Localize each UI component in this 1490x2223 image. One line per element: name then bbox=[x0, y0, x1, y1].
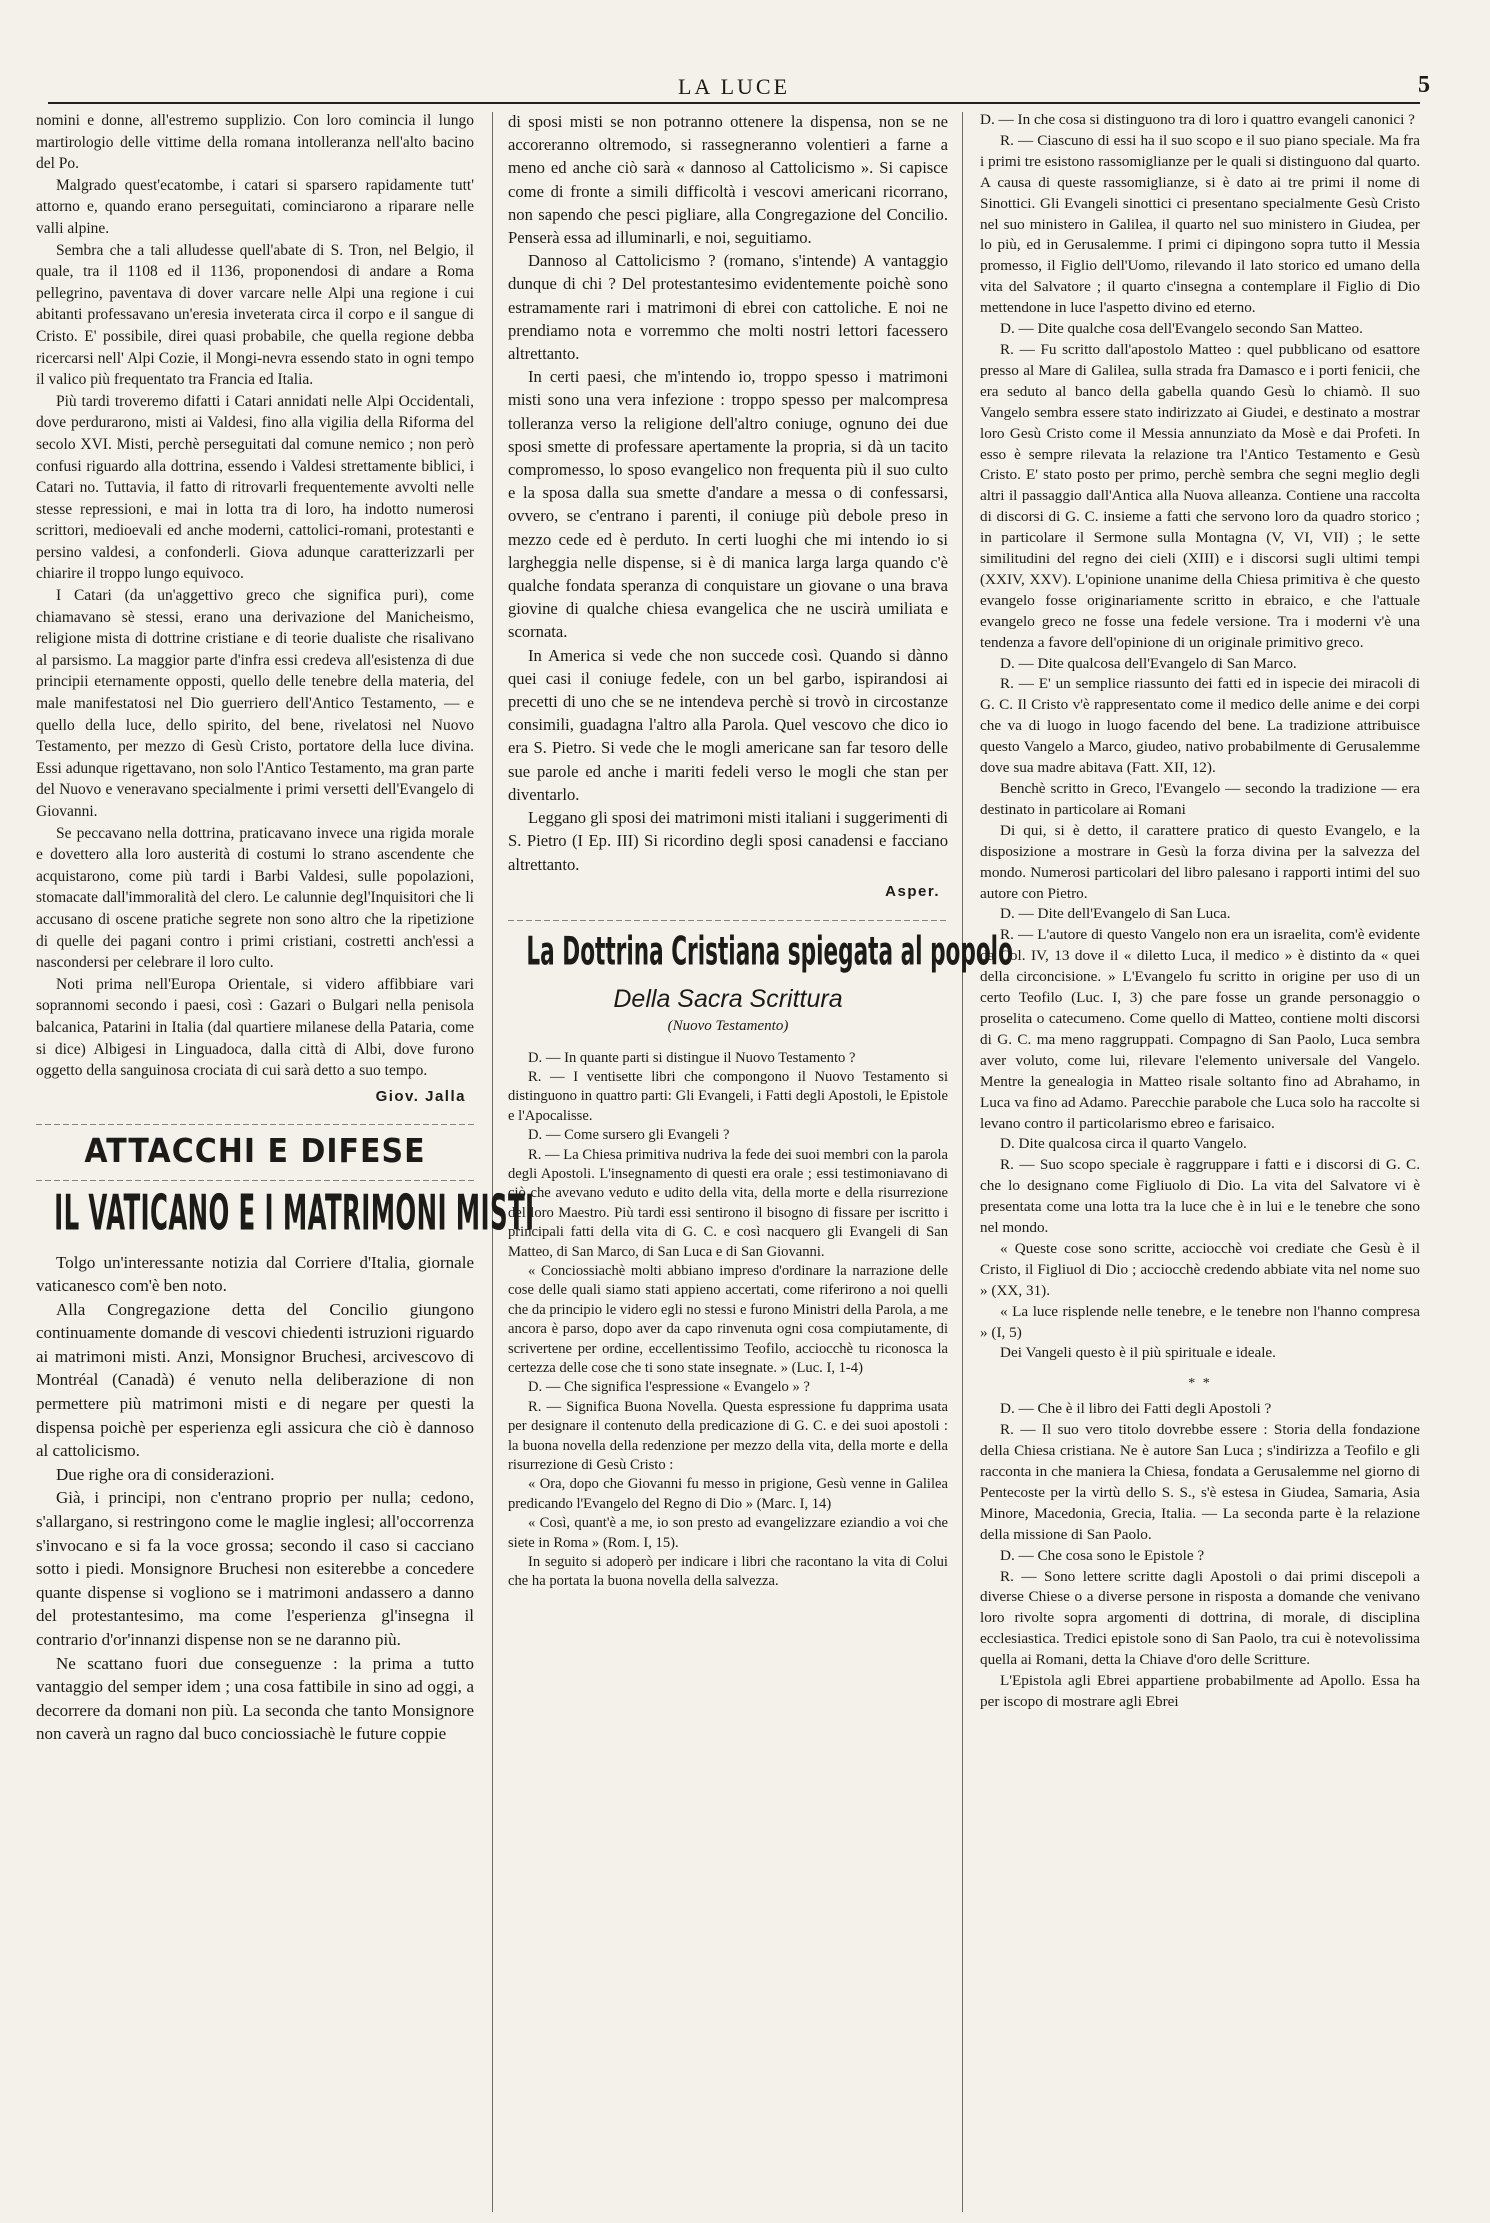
catechism-paragraph: « Ora, dopo che Giovanni fu messo in prigione, Gesù venne in Galilea predicando l'Evangelo del Regno di Dio » (Marc. I, 14) bbox=[508, 1476, 948, 1512]
section-separator: * * bbox=[1188, 1376, 1212, 1392]
column-divider-2 bbox=[962, 112, 963, 2212]
article-heading: La Dottrina Cristiana spiegata al popolo bbox=[526, 929, 1013, 975]
section-divider bbox=[36, 1175, 474, 1185]
column-2 bbox=[508, 110, 1013, 2215]
catechism-paragraph: « La luce risplende nelle tenebre, e le tenebre non l'hanno compresa » (I, 5) bbox=[980, 1302, 1420, 1341]
catechism-paragraph: L'Epistola agli Ebrei appartiene probabilmente ad Apollo. Essa ha per iscopo di mostrare agli Ebrei bbox=[980, 1672, 1420, 1710]
article-paragraph: Più tardi troveremo difatti i Catari annidati nelle Alpi Occidentali, dove perdurarono, misti ai Valdesi, fino alla vigilia della Riforma del secolo XVI. Misti, perchè perseguitati dal comune nemico ; non però confusi riguardo alla dottrina, essendo i Valdesi strettamente biblici, i Catari no. Tuttavia, il fatto di ritrovarli frequentemente avvolti nelle stesse repressioni, e mai in lotta tra di loro, ha indotto numerosi scrittori, medioevali ed anche moderni, cattolici-romani, protestanti e persino valdesi, a confonderli. Giova adunque caratterizzarli per chiarire il troppo lungo equivoco. bbox=[36, 392, 474, 583]
catechism-paragraph: « Così, quant'è a me, io son presto ad evangelizzare eziandio a voi che siete in Roma » (Rom. I, 15). bbox=[508, 1515, 948, 1551]
article-paragraph: Se peccavano nella dottrina, praticavano invece una rigida morale e dovettero alla loro austerità di costumi lo strano ascendente che acquistarono, come più tardi i Barbi Valdesi, sulle popolazioni, stomacate dall'immoralità del clero. Le calunnie degl'Inquisitori che li accusano di oscene pratiche segrete non sono altro che la ripetizione di quelle dei pagani contro i primi cristiani, costretti anch'essi a nascondersi per celebrare il loro culto. bbox=[36, 824, 474, 972]
article-subheading-note: (Nuovo Testamento) bbox=[667, 1018, 789, 1035]
catechism-paragraph: In seguito si adoperò per indicare i libri che racontano la vita di Colui che ha portata la buona novella della salvezza. bbox=[508, 1554, 948, 1590]
catechism-paragraph: D. — Che significa l'espressione « Evangelo » ? bbox=[528, 1379, 810, 1396]
catechism-paragraph: « Conciossiachè molti abbiano impreso d'ordinare la narrazione delle cose delle quali siamo stati appieno accertati, come riferirono a noi quelli che da principio le videro egli no stessi e furono Ministri della Parola, a me ancora è parso, dopo aver da capo rinvenuta ogni cosa compiutamente, di scrivertene per ordine, eccellentissimo Teofilo, acciocchè tu riconosca la certezza delle cose che ti sono state insegnate. » (Luc. I, 1-4) bbox=[508, 1262, 948, 1377]
catechism-paragraph: D. — Che è il libro dei Fatti degli Apostoli ? bbox=[1000, 1400, 1272, 1418]
catechism-paragraph: R. — Ciascuno di essi ha il suo scopo e il suo piano speciale. Ma fra i primi tre esistono rassomiglianze per le quali si distinguono dal quarto. A causa di queste rassomiglianze, si è dato ai tre primi il nome di Sinottici. Gli Evangeli sinottici ci presentano specialmente Gesù Cristo nel suo ministero in Galilea, il quarto nel suo ministero in Giudea, per lo più, ed in Gerusalemme. I primi ci dipingono sopra tutto il Messia promesso, il Figlio dell'Uomo, rilevando il lato storico ed umano della vita del Salvatore ; il quarto c'insegna a contemplare il Figlio di Dio mettendone in luce l'aspetto divino ed eterno. bbox=[980, 131, 1420, 317]
article-paragraph: Sembra che a tali alludesse quell'abate di S. Tron, nel Belgio, il quale, tra il 1108 ed il 1136, proponendosi di andare a Roma pellegrino, paventava di dover varcare nelle Alpi una regione i cui abitanti professavano un'eresia inveterata circa il corpo e il sangue di Cristo. E' possibile, direi quasi probabile, che quella regione debba ricercarsi nell' Alpi Cozie, il Mongi-nevra essendo stato in ogni tempo il valico più frequentato tra Francia ed Italia. bbox=[36, 241, 474, 389]
article-paragraph: Tolgo un'interessante notizia dal Corriere d'Italia, giornale vaticanesco com'è ben noto. bbox=[36, 1252, 474, 1296]
newspaper-title: LA LUCE bbox=[677, 74, 791, 99]
article-subheading: Della Sacra Scrittura bbox=[613, 985, 843, 1014]
article-heading: IL VATICANO E I MATRIMONI MISTI bbox=[54, 1184, 535, 1243]
catechism-paragraph: D. — Che cosa sono le Epistole ? bbox=[1000, 1546, 1205, 1564]
catechism-paragraph: R. — Fu scritto dall'apostolo Matteo : quel pubblicano od esattore presso al Mare di Galilea, sulla strada fra Damasco e i porti fenicii, che era seduto al banco della gabella quando Gesù lo chiamò. Il suo Vangelo sembra essere stato indirizzato ai Giudei, e destinato a mostrar loro Gesù Cristo come il Messia annunziato da Mosè e dai Profeti. In esso è sempre rilevata la relazione tra l'Antico Testamento e Gesù Cristo. E' stato posto per primo, perchè sembra che segni meglio degli altri il passaggio dall'Antica alla Nuova alleanza. Contiene una raccolta di discorsi di G. C. insieme a fatti che servono loro da quadro storico ; in particolare il Sermone sulla Montagna (V, VI, VII) ; le sette similitudini del regno dei cieli (XIII) e i discorsi sugli ultimi tempi (XXIV, XXV). L'opinione unanime della Chiesa primitiva è che questo evangelo fosse originariamente scritto in ebraico, e che l'attuale evangelo greco ne fosse una fedele versione. Tra i moderni v'è una tendenza a favore dell'opinione di un originale primitivo greco. bbox=[980, 340, 1420, 651]
section-divider bbox=[36, 1119, 474, 1129]
article-paragraph: Malgrado quest'ecatombe, i catari si sparsero rapidamente tutt' attorno e, quando erano perseguitati, cominciarono a riparare nelle valli alpine. bbox=[36, 176, 474, 237]
catechism-paragraph: R. — L'autore di questo Vangelo non era un israelita, com'è evidente da Col. IV, 13 dove il « diletto Luca, il medico » è distinto da « quei della circoncisione. » L'Evangelo fu scritto in origine per uso di un certo Teofilo (Luc. I, 3) che pare fosse un grande personaggio o proselita o catecumeno. Come quello di Matteo, contiene molti discorsi di G. C. ma meno raggruppati. Compagno di San Paolo, Luca sembra aver voluto, come lui, rilevare l'elemento universale del Vangelo. Mentre la genealogia in Matteo risale soltanto fino ad Abrahamo, in Luca va fino ad Adamo. Parecchie parabole che Luca solo ha raccolte si levano contro il particolarismo ebreo e farisaico. bbox=[980, 926, 1420, 1132]
author-signature: Giov. Jalla bbox=[375, 1087, 466, 1105]
catechism-paragraph: D. — Dite qualcosa dell'Evangelo di San Marco. bbox=[1000, 654, 1297, 672]
article-paragraph: In certi paesi, che m'intendo io, troppo spesso i matrimoni misti sono una vera infezione : troppo spesso per malcompresa tolleranza verso la religione dell'altro coniuge, ognuno dei due sposi smette di professare apertamente la propria, si dà un tacito compromesso, lo sposo evangelico non frequenta più il suo culto e la sposa dalla sua smette d'andare a messa o di confessarsi, ovvero, se c'entrano i parenti, il coniuge più debole preso in mezzo cede ed è perduto. In certi luoghi che mi intendo io si largheggia nelle dispense, si è di manica larga larga quando c'è qualche fondata speranza di conquistare un giovane o una brava giovine di qualche chiesa evangelica che ne uscirà umiliata e scornata. bbox=[508, 367, 948, 642]
article-body bbox=[36, 1251, 474, 1746]
catechism-paragraph: R. — E' un semplice riassunto dei fatti ed in ispecie dei miracoli di G. C. Il Cristo v'è rappresentato come il medico delle anime e dei corpi che va di luogo in luogo facendo del bene. La tradizione attribuisce questo Vangelo a Marco, giudeo, nativo probabilmente di Gerusalemme dove sua madre abitava (Fatt. XII, 12). bbox=[980, 675, 1420, 777]
page-number: 5 bbox=[1418, 72, 1430, 98]
catechism-paragraph: D. — Dite dell'Evangelo di San Luca. bbox=[1000, 905, 1231, 923]
article-paragraph: Due righe ora di considerazioni. bbox=[56, 1464, 275, 1484]
catechism-paragraph: Dei Vangeli questo è il più spirituale e ideale. bbox=[1000, 1344, 1276, 1362]
catechism-paragraph: Di qui, si è detto, il carattere pratico di questo Evangelo, e la disposizione a mostrare in Gesù la forza divina per la salvezza del mondo. Numerosi particolari del libro palesano i rapporti intimi del suo autore con Pietro. bbox=[980, 821, 1420, 902]
catechism-paragraph: D. — Dite qualche cosa dell'Evangelo secondo San Matteo. bbox=[1000, 320, 1363, 338]
catechism-paragraph: R. — Suo scopo speciale è raggruppare i fatti e i discorsi di G. C. che lo designano come Figliuolo di Dio. La vita del Salvatore vi è presentata come una lotta tra la luce che è in lui e le tenebre che sono nel mondo. bbox=[980, 1156, 1420, 1237]
article-paragraph: di sposi misti se non potranno ottenere la dispensa, non se ne accoreranno oltremodo, si rassegneranno volentieri a farne a meno ed anche ciò sarà « dannoso al Cattolicismo ». Si capisce come di fronte a simili difficoltà i vescovi americani ricorrano, non sapendo che pesci pigliare, alla Congregazione del Concilio. Penserà essa ad illuminarli, e noi, seguitiamo. bbox=[508, 112, 948, 248]
catechism-paragraph: R. — Il suo vero titolo dovrebbe essere : Storia della fondazione della Chiesa cristiana. Ne è autore San Luca ; s'indirizza a Teofilo e gli racconta in che maniera la Chiesa, fondata a Gerusalemme nel giorno di Pentecoste per la virtù dello S. S., s'è estesa in Giudea, Samaria, Asia Minore, Macedonia, Grecia, Italia. — La seconda parte è la relazione della missione di San Paolo. bbox=[980, 1421, 1420, 1543]
catechism-paragraph: D. Dite qualcosa circa il quarto Vangelo. bbox=[1000, 1135, 1247, 1153]
column-3 bbox=[980, 110, 1420, 2215]
masthead bbox=[48, 70, 1430, 104]
column-1 bbox=[36, 110, 535, 2215]
section-heading: ATTACCHI E DIFESE bbox=[84, 1132, 426, 1172]
article-paragraph: I Catari (da un'aggettivo greco che significa puri), come chiamavano sè stessi, erano una derivazione del Manicheismo, religione mista di dottrine cristiane e di teorie dualiste che risalivano al parsismo. La maggior parte d'infra essi credeva all'esistenza di due principii eternamente opposti, quello delle tenebre della materia, del male manifestatosi nel Dio guerriero dell'Antico Testamento, — e quello della luce, dello spirito, del bene, rivelatosi nel Nuovo Testamento, per mezzo di Gesù Cristo, portatore della luce divina. Essi adunque rigettavano, non solo l'Antico Testamento, ma gran parte del Nuovo e veneravano specialmente i primi versetti dell'Evangelo di Giovanni. bbox=[36, 587, 474, 820]
header-rule bbox=[48, 102, 1420, 104]
catechism-paragraph: D. — Come sursero gli Evangeli ? bbox=[528, 1127, 730, 1144]
article-paragraph: Alla Congregazione detta del Concilio giungono continuamente domande di vescovi chiedenti istruzioni riguardo ai matrimoni misti. Anzi, Monsignor Bruchesi, arcivescovo di Montréal (Canadà) é venuto nella deliberazione di non permettere più matrimoni misti e di negare per questi la dispensa poichè per esperienza egli assicura che ciò è dannoso al cattolicismo. bbox=[36, 1299, 474, 1461]
catechism-paragraph: R. — La Chiesa primitiva nudriva la fede dei suoi membri con la parola degli Apostoli. L'insegnamento di questi era orale ; essi testimoniavano di ciò che avevano veduto e udito della vita, della morte e della risurrezione del loro Maestro. Più tardi essi sentirono il bisogno di fissare per iscritto i principali fatti della vita di G. C. e così nacquero gli Evangeli di San Matteo, di San Marco, di San Luca e di San Giovanni. bbox=[508, 1146, 948, 1260]
author-signature: Asper. bbox=[885, 882, 940, 900]
catechism-paragraph: « Queste cose sono scritte, acciocchè voi crediate che Gesù è il Cristo, il Figliuol di Dio ; acciocchè credendo abbiate vita nel nome suo » (XX, 31). bbox=[980, 1239, 1420, 1299]
article-paragraph: Leggano gli sposi dei matrimoni misti italiani i suggerimenti di S. Pietro (I Ep. III) Si ricordino degli sposi canadensi e facciano altrettanto. bbox=[508, 808, 948, 874]
section-divider bbox=[508, 915, 948, 925]
catechism-paragraph: R. — I ventisette libri che compongono il Nuovo Testamento si distinguono in quattro parti: Gli Evangeli, i Fatti degli Apostoli, le Epistole e l'Apocalisse. bbox=[508, 1068, 948, 1124]
column-divider-1 bbox=[492, 112, 493, 2212]
article-paragraph: Noti prima nell'Europa Orientale, si videro affibbiare vari soprannomi secondo i paesi, così : Gazari o Bulgari nella penisola balcanica, Patarini in Italia (dal quartiere milanese della Pataria, come si dice) Albigesi in Linguadoca, dalla città di Albi, dove furono oggetto della sanguinosa crociata di cui sarà detto a suo tempo. bbox=[36, 975, 474, 1080]
catechism-paragraph: D. — In quante parti si distingue il Nuovo Testamento ? bbox=[528, 1049, 856, 1066]
catechism-body bbox=[508, 1049, 948, 1592]
article-paragraph: In America si vede che non succede così. Quando si dànno quei casi il coniuge fedele, con un bel garbo, ispirandosi ai precetti di uno che se ne intendeva perchè si trovò in circostanze consimili, guadagna l'altro alla Parola. Quel vescovo che dico io era S. Pietro. Si vede che le mogli americane san far tesoro delle sue parole ed anche i mariti fedeli verso le mogli che stan per diventarlo. bbox=[508, 645, 948, 804]
catechism-paragraph: R. — Significa Buona Novella. Questa espressione fu dapprima usata per designare il contenuto della predicazione di G. C. e dei suoi apostoli : la buona novella della redenzione per mezzo della vita, della morte e della risurrezione di Gesù Cristo : bbox=[508, 1398, 948, 1474]
catechism-paragraph: D. — In che cosa si distinguono tra di loro i quattro evangeli canonici ? bbox=[980, 111, 1415, 128]
article-paragraph: Ne scattano fuori due conseguenze : la prima a tutto vantaggio del semper idem ; una cosa fattibile in sino ad oggi, a decorrere da domani non più. La seconda che tanto Monsignore non caverà un ragno dal buco conciossiachè le future coppie bbox=[36, 1653, 474, 1744]
article-paragraph: Dannoso al Cattolicismo ? (romano, s'intende) A vantaggio dunque di chi ? Del protestantesimo evidentemente poichè sono estramamente rari i matrimoni di ebrei con cattoliche. E noi ne prendiamo nota e vorremmo che molti nostri lettori facessero altrettanto. bbox=[508, 251, 948, 364]
article-paragraph: Già, i principi, non c'entrano proprio per nulla; cedono, s'allargano, si restringono come le maglie inglesi; all'occorrenza s'invocano e si fa la voce grossa; secondo il caso si cacciano sotto i piedi. Monsignore Bruchesi non esiterebbe a concedere quante dispense si vogliono se i matrimoni andassero a danno del protestantesimo, ma come l'esperienza gl'insegna il contrario d'or'innanzi dispense non se ne daranno più. bbox=[36, 1488, 474, 1649]
article-paragraph: nomini e donne, all'estremo supplizio. Con loro comincia il lungo martirologio delle vittime della romana intolleranza nell'alto bacino del Po. bbox=[36, 112, 474, 173]
catechism-paragraph: Benchè scritto in Greco, l'Evangelo — secondo la tradizione — era destinato in particolare ai Romani bbox=[980, 780, 1420, 818]
catechism-paragraph: R. — Sono lettere scritte dagli Apostoli o dai primi discepoli a diverse Chiese o a diverse persone in risposta a domande che venivano loro rivolte sopra argomenti di dottrina, di morale, di disciplina ecclesiastica. Tredici epistole sono di San Paolo, tra cui è notevolissima quella ai Romani, detta la Chiave d'oro delle Scritture. bbox=[980, 1567, 1420, 1669]
